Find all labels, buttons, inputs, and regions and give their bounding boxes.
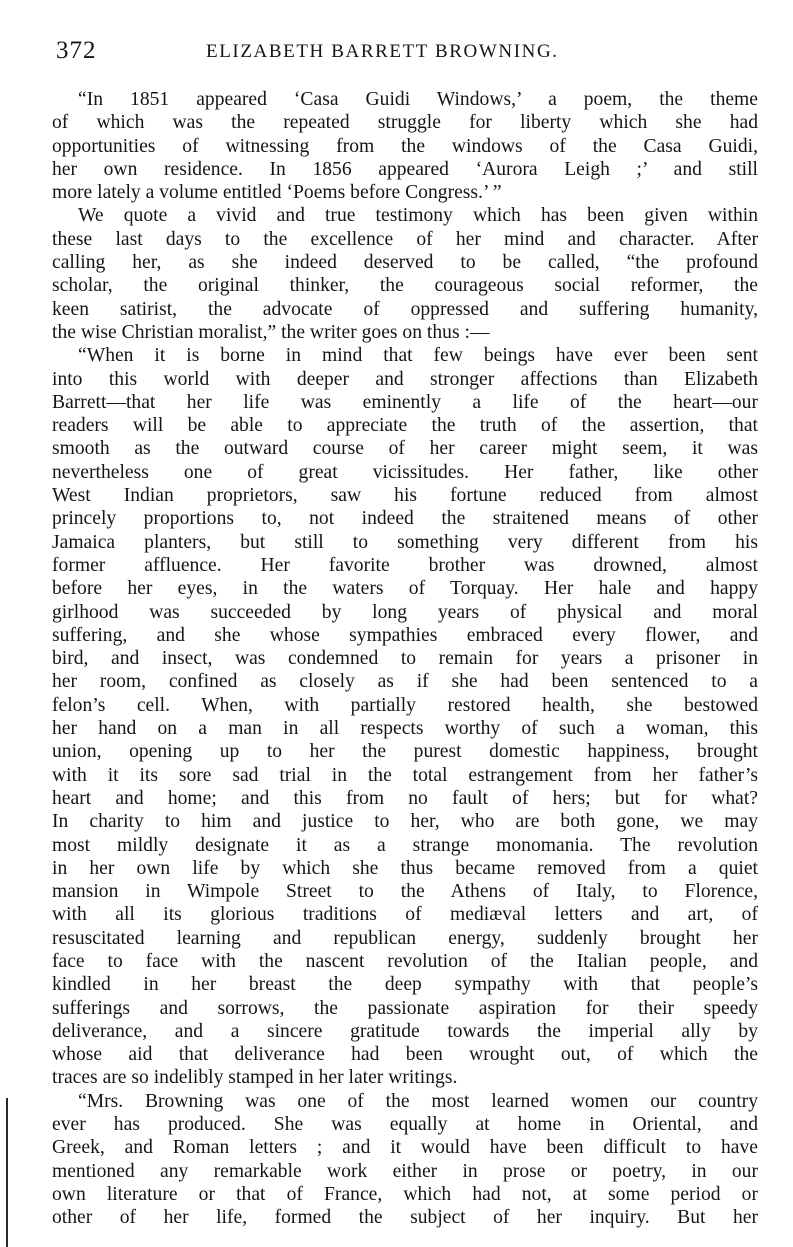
paragraph-testimony <box>52 204 758 344</box>
text-line: We quote a vivid and true testimony which has been given within <box>78 205 758 227</box>
text-line: nevertheless one of great vicissitudes. Her father, like other <box>52 461 758 483</box>
text-line: of which was the repeated struggle for liberty which she had <box>52 112 758 134</box>
paragraph-life-of-the-heart <box>52 344 758 1090</box>
text-line: own literature or that of France, which had not, at some period or <box>52 1183 758 1205</box>
text-line: Greek, and Roman letters ; and it would have been difficult to have <box>52 1137 758 1159</box>
text-line: the wise Christian moralist,” the writer goes on thus :— <box>52 321 490 343</box>
text-line: mentioned any remarkable work either in prose or poetry, in our <box>52 1160 758 1182</box>
text-line: mansion in Wimpole Street to the Athens of Italy, to Florence, <box>52 881 758 903</box>
text-line: into this world with deeper and stronger affections than Elizabeth <box>52 368 758 390</box>
text-line: bird, and insect, was condemned to remain for years a prisoner in <box>52 648 758 670</box>
text-line: calling her, as she indeed deserved to be called, “the profound <box>52 252 758 274</box>
text-line: “Mrs. Browning was one of the most learned women our country <box>78 1090 758 1112</box>
text-line: suffering, and she whose sympathies embraced every flower, and <box>52 624 758 646</box>
paragraph-learned-woman <box>52 1090 758 1230</box>
text-line: whose aid that deliverance had been wrought out, of which the <box>52 1044 758 1066</box>
text-line: ever has produced. She was equally at home in Oriental, and <box>52 1114 758 1136</box>
text-line: scholar, the original thinker, the courageous social reformer, the <box>52 275 758 297</box>
paragraph-casa-guidi <box>52 88 758 204</box>
text-line: princely proportions to, not indeed the straitened means of other <box>52 508 758 530</box>
text-line: opportunities of witnessing from the windows of the Casa Guidi, <box>52 135 758 157</box>
text-line: Barrett—that her life was eminently a life of the heart—our <box>52 391 758 413</box>
text-line: felon’s cell. When, with partially restored health, she bestowed <box>52 694 758 716</box>
text-line: “In 1851 appeared ‘Casa Guidi Windows,’ a poem, the theme <box>78 89 758 110</box>
page-header <box>56 36 756 66</box>
text-line: with it its sore sad trial in the total estrangement from her father’s <box>52 764 758 786</box>
text-line: deliverance, and a sincere gratitude towards the imperial ally by <box>52 1020 758 1042</box>
text-line: smooth as the outward course of her career might seem, it was <box>52 438 758 460</box>
text-line: Jamaica planters, but still to something very different from his <box>52 531 758 553</box>
text-line: before her eyes, in the waters of Torquay. Her hale and happy <box>52 578 758 600</box>
text-line: West Indian proprietors, saw his fortune reduced from almost <box>52 485 758 507</box>
text-line: heart and home; and this from no fault of hers; but for what? <box>52 787 758 809</box>
text-line: union, opening up to her the purest domestic happiness, brought <box>52 741 758 763</box>
text-line: kindled in her breast the deep sympathy with that people’s <box>52 974 758 996</box>
text-line: her hand on a man in all respects worthy of such a woman, this <box>52 718 758 740</box>
margin-rule <box>6 1098 8 1247</box>
text-line: more lately a volume entitled ‘Poems before Congress.’ ” <box>52 182 502 204</box>
text-line: face to face with the nascent revolution of the Italian people, and <box>52 950 758 972</box>
text-line: In charity to him and justice to her, who are both gone, we may <box>52 811 758 833</box>
text-line: girlhood was succeeded by long years of physical and moral <box>52 601 758 623</box>
text-line: in her own life by which she thus became removed from a quiet <box>52 857 758 879</box>
text-line: these last days to the excellence of her mind and character. After <box>52 228 758 250</box>
text-line: sufferings and sorrows, the passionate aspiration for their speedy <box>52 997 758 1019</box>
text-line: traces are so indelibly stamped in her later writings. <box>52 1067 458 1089</box>
text-line: other of her life, formed the subject of her inquiry. But her <box>52 1207 758 1229</box>
text-line: “When it is borne in mind that few beings have ever been sent <box>78 345 758 367</box>
text-line: resuscitated learning and republican energy, suddenly brought her <box>52 927 758 949</box>
text-line: keen satirist, the advocate of oppressed and suffering humanity, <box>52 298 758 320</box>
text-line: readers will be able to appreciate the truth of the assertion, that <box>52 415 758 437</box>
running-title: ELIZABETH BARRETT BROWNING. <box>206 41 559 62</box>
body-text <box>52 88 758 1230</box>
text-line: former affluence. Her favorite brother was drowned, almost <box>52 554 758 576</box>
text-line: her room, confined as closely as if she had been sentenced to a <box>52 671 758 693</box>
text-line: most mildly designate it as a strange monomania. The revolution <box>52 834 758 856</box>
text-line: with all its glorious traditions of mediæval letters and art, of <box>52 904 758 926</box>
page-number: 372 <box>56 37 97 64</box>
text-line: her own residence. In 1856 appeared ‘Aurora Leigh ;’ and still <box>52 158 758 180</box>
